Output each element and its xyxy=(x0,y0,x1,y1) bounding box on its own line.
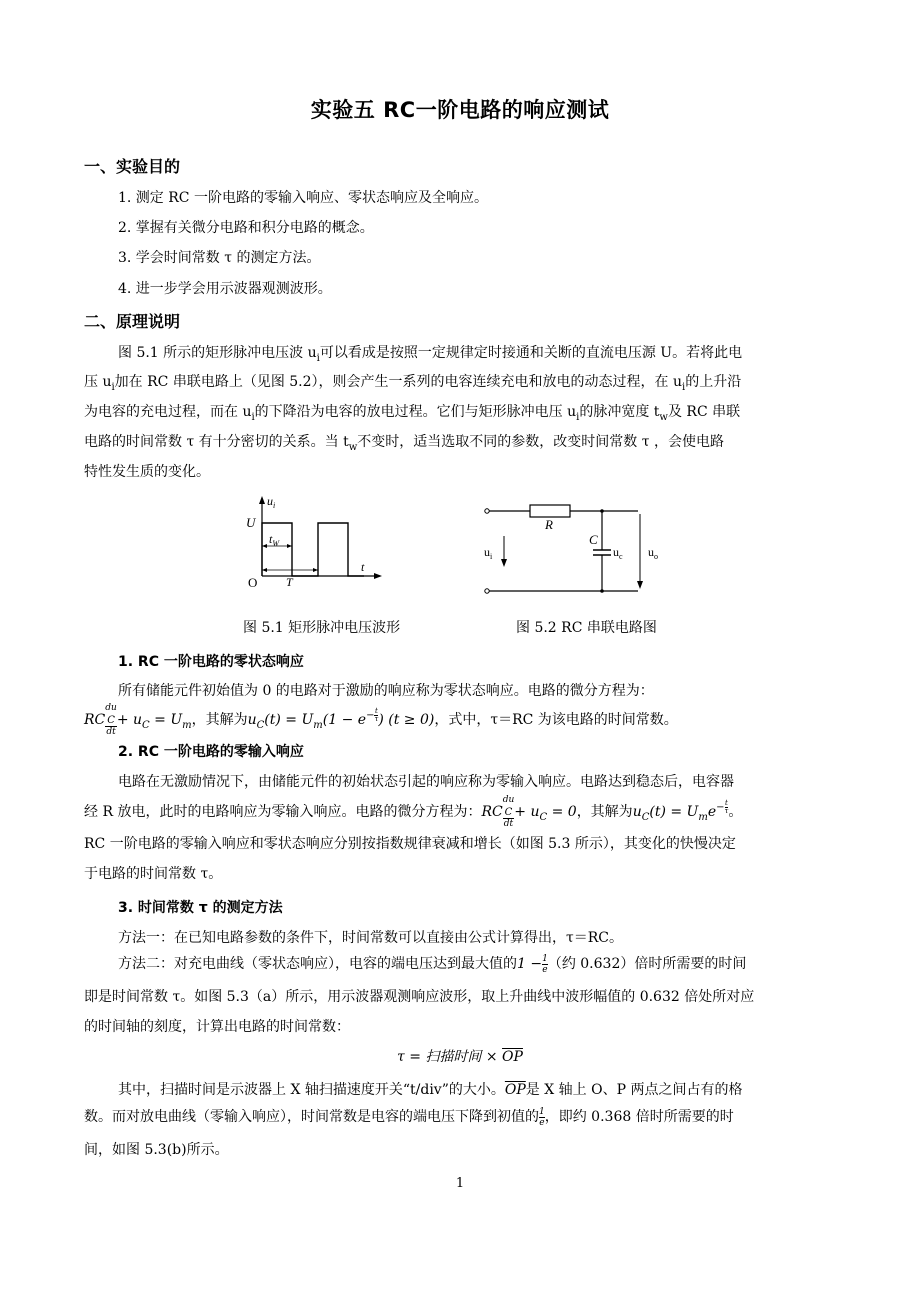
zero-input-line-2: 经 R 放电，此时的电路响应为零输入响应。电路的微分方程为：RC du $_C$ dt + $u_C = 0$，其解为$u_C(t) = U_me^{- \frac{t}{\tau}}$ 。 xyxy=(84,795,743,829)
intro-line-4: 电路的时间常数 τ 有十分密切的关系。当 $t_w$不变时，适当选取不同的参数，改变时间常数 τ ，会使电路 xyxy=(84,434,724,453)
fig1-label-tw: $t_W$ xyxy=(269,532,280,548)
fig2-label-uo: $u_o$ xyxy=(648,545,658,561)
tau-method-2-line-3: 的时间轴的刻度，计算出电路的时间常数： xyxy=(84,1019,350,1035)
eq-zero-input-solution: $u_C(t) = U_me^{- \frac{t}{\tau}}$ xyxy=(632,799,729,823)
fig2-label-C: C xyxy=(589,532,598,547)
fig1-label-ui: $u_i$ xyxy=(267,494,276,510)
x-axis-arrow xyxy=(374,573,382,579)
tau-note-line-3: 间，如图 5.3(b)所示。 xyxy=(84,1142,229,1158)
y-axis-arrow xyxy=(259,496,265,504)
figure-5-2-rc-circuit xyxy=(478,494,678,604)
fig2-label-R: R xyxy=(545,517,553,532)
zero-state-line-2: RC du $_C$ dt + $u_C = U_m$，其解为$u_C(t) = U_m(1 - e^{- \frac{t}{\tau}}$ ) (t ≥ 0)，式中，τ＝RC 为该电路的时间常数。 xyxy=(84,703,678,737)
tau-method-1: 方法一：在已知电路参数的条件下，时间常数可以直接由公式计算得出，τ＝RC。 xyxy=(118,930,623,946)
eq-zero-state-solution: $u_C(t) = U_m(1 - e^{- \frac{t}{\tau}}$ ) (t ≥ 0) xyxy=(247,707,435,731)
intro-line-2: 压 $u_i$加在 RC 串联电路上（见图 5.2），则会产生一系列的电容连续充电和放电的动态过程，在 $u_i$的上升沿 xyxy=(84,374,742,393)
intro-line-1: 图 5.1 所示的矩形脉冲电压波 $u_i$可以看成是按照一定规律定时接通和关断的直流电压源 U。若将此电 xyxy=(118,345,743,364)
fig2-label-uc: $u_c$ xyxy=(613,545,623,561)
section-heading-purpose: 一、实验目的 xyxy=(84,157,181,176)
purpose-item-4: 4. 进一步学会用示波器观测波形。 xyxy=(118,281,332,297)
eq-one-minus-inv-e: 1 − $\frac{1}{e}$ xyxy=(517,953,548,975)
fig1-label-O: O xyxy=(248,575,258,590)
tau-method-2-line-2: 即是时间常数 τ。如图 5.3（a）所示，用示波器观测响应波形，取上升曲线中波形幅值的 0.632 倍处所对应 xyxy=(84,989,755,1005)
tau-note-line-2: 数。而对放电曲线（零输入响应），时间常数是电容的端电压下降到初值的 $\frac{1}{e}$ ，即约 0.368 倍时所需要的时 xyxy=(84,1106,734,1128)
zero-state-line-1: 所有储能元件初始值为 0 的电路对于激励的响应称为零状态响应。电路的微分方程为： xyxy=(118,683,654,699)
tau-method-2-line-1: 方法二：对充电曲线（零状态响应），电容的端电压达到最大值的1 − $\frac{1}{e}$ （约 0.632）倍时所需要的时间 xyxy=(118,953,747,975)
purpose-item-3: 3. 学会时间常数 τ 的测定方法。 xyxy=(118,250,321,266)
intro-line-3: 为电容的充电过程，而在 $u_i$的下降沿为电容的放电过程。它们与矩形脉冲电压 $u_i$的脉冲宽度 $t_w$及 RC 串联 xyxy=(84,404,741,423)
figure-5-1-pulse-waveform xyxy=(236,490,386,600)
fig2-label-ui: $u_i$ xyxy=(484,545,493,561)
resistor-R xyxy=(530,505,570,517)
figure-5-2-caption: 图 5.2 RC 串联电路图 xyxy=(516,620,657,636)
zero-input-line-4: 于电路的时间常数 τ。 xyxy=(84,866,223,882)
tau-note-line-1: 其中，扫描时间是示波器上 X 轴扫描速度开关“t/div”的大小。$\overline{OP}$是 X 轴上 O、P 两点之间占有的格 xyxy=(118,1082,743,1098)
intro-line-5: 特性发生质的变化。 xyxy=(84,464,210,480)
eq-zero-input-de: RC du $_C$ dt + $u_C = 0$ xyxy=(481,795,577,829)
figure-5-1-caption: 图 5.1 矩形脉冲电压波形 xyxy=(243,620,401,636)
section-heading-principle: 二、原理说明 xyxy=(84,312,181,331)
zero-input-line-1: 电路在无激励情况下，由储能元件的初始状态引起的响应称为零输入响应。电路达到稳态后，电容器 xyxy=(118,774,734,790)
heading-zero-input: 2. RC 一阶电路的零输入响应 xyxy=(118,744,304,760)
page-number: 1 xyxy=(455,1176,465,1191)
fig1-label-t: t xyxy=(361,560,365,574)
zero-input-line-3: RC 一阶电路的零输入响应和零状态响应分别按指数规律衰减和增长（如图 5.3 所示），其变化的快慢决定 xyxy=(84,836,736,852)
input-terminal-top xyxy=(485,509,489,513)
page-title: 实验五 RC一阶电路的响应测试 xyxy=(310,98,610,122)
fig1-label-U: U xyxy=(246,515,256,530)
eq-zero-state-de: RC du $_C$ dt + $u_C = U_m$ xyxy=(84,703,192,737)
heading-tau-method: 3. 时间常数 τ 的测定方法 xyxy=(118,900,283,916)
heading-zero-state: 1. RC 一阶电路的零状态响应 xyxy=(118,654,304,670)
fig1-label-T: T xyxy=(286,575,293,589)
tau-formula: τ = 扫描时间 × $\overline{OP}$ xyxy=(397,1049,523,1065)
purpose-item-1: 1. 测定 RC 一阶电路的零输入响应、零状态响应及全响应。 xyxy=(118,190,488,206)
input-terminal-bottom xyxy=(485,589,489,593)
purpose-item-2: 2. 掌握有关微分电路和积分电路的概念。 xyxy=(118,220,374,236)
